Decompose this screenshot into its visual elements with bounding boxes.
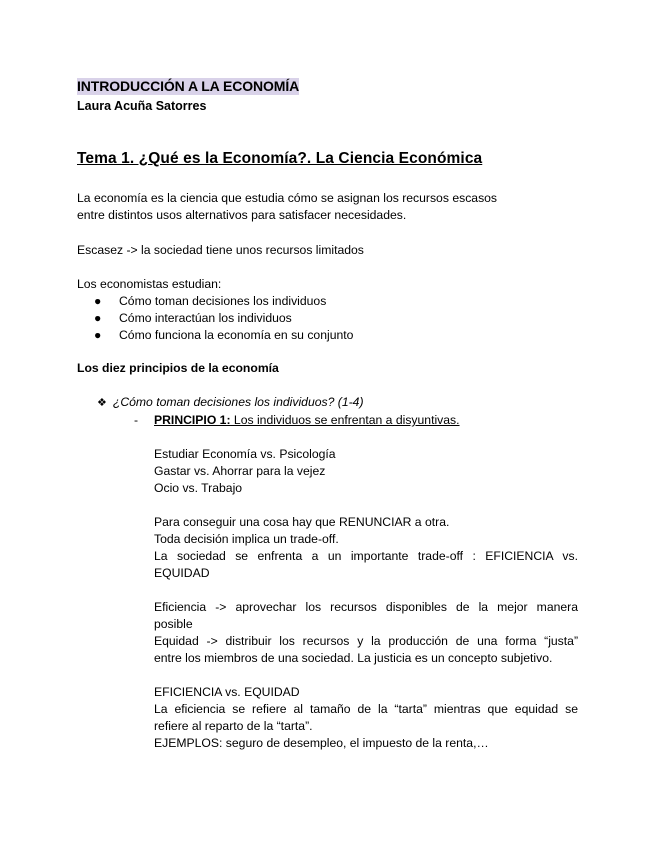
dash-bullet: -	[134, 413, 139, 427]
list-item: ● Cómo interactúan los individuos	[94, 311, 292, 325]
comparison-line-2: La eficiencia se refiere al tamaño de la “tarta” mientras que equidad se	[154, 702, 578, 716]
example-line: Ocio vs. Trabajo	[154, 481, 243, 495]
definition-line-3: Equidad -> distribuir los recursos y la producción de una forma “justa”	[154, 634, 578, 648]
economists-study-list	[94, 293, 353, 344]
comparison-line-1: EFICIENCIA vs. EQUIDAD	[154, 685, 300, 699]
renunciar-line-3: La sociedad se enfrenta a un importante trade-off : EFICIENCIA vs.	[154, 549, 578, 563]
comparison-block	[154, 684, 578, 752]
chapter-heading: Tema 1. ¿Qué es la Economía?. La Ciencia Económica	[77, 150, 483, 167]
principle-1	[134, 413, 460, 427]
escasez-line: Escasez -> la sociedad tiene unos recursos limitados	[77, 243, 364, 257]
examples-block	[154, 446, 578, 497]
renunciar-line-2: Toda decisión implica un trade-off.	[154, 532, 339, 546]
economists-study-heading: Los economistas estudian:	[77, 277, 222, 291]
principles-heading: Los diez principios de la economía	[77, 361, 279, 375]
principle-1-label: PRINCIPIO 1:	[154, 413, 231, 427]
comparison-line-3: refiere al reparto de la “tarta”.	[154, 719, 313, 733]
comparison-line-4: EJEMPLOS: seguro de desempleo, el impuesto de la renta,…	[154, 736, 489, 750]
definition-line-2: posible	[154, 617, 193, 631]
author-name: Laura Acuña Satorres	[77, 99, 207, 113]
bullet-icon: ●	[94, 311, 102, 325]
question-item	[97, 395, 364, 409]
intro-line-1: La economía es la ciencia que estudia cómo se asignan los recursos escasos	[77, 191, 498, 205]
bullet-icon: ●	[94, 328, 102, 342]
intro-line-2: entre distintos usos alternativos para satisfacer necesidades.	[77, 207, 407, 222]
document-title: INTRODUCCIÓN A LA ECONOMÍA	[77, 78, 300, 94]
intro-paragraph	[77, 190, 497, 224]
example-line: Gastar vs. Ahorrar para la vejez	[154, 464, 326, 478]
definitions-block	[154, 599, 578, 667]
example-line: Estudiar Economía vs. Psicología	[154, 447, 336, 461]
definition-line-1: Eficiencia -> aprovechar los recursos disponibles de la mejor manera	[154, 600, 578, 614]
diamond-bullet-icon: ❖	[97, 397, 107, 409]
definition-line-4: entre los miembros de una sociedad. La justicia es un concepto subjetivo.	[154, 651, 553, 665]
bullet-icon: ●	[94, 294, 102, 308]
principle-1-text: Los individuos se enfrentan a disyuntivas.	[230, 413, 460, 427]
renunciar-line-1: Para conseguir una cosa hay que RENUNCIAR a otra.	[154, 515, 450, 529]
renunciar-line-4: EQUIDAD	[154, 566, 210, 580]
renunciar-block	[154, 514, 578, 582]
list-item: ● Cómo funciona la economía en su conjunto	[94, 328, 354, 342]
question-text: ¿Cómo toman decisiones los individuos? (1-4)	[112, 395, 364, 409]
list-item: ● Cómo toman decisiones los individuos	[94, 294, 327, 308]
